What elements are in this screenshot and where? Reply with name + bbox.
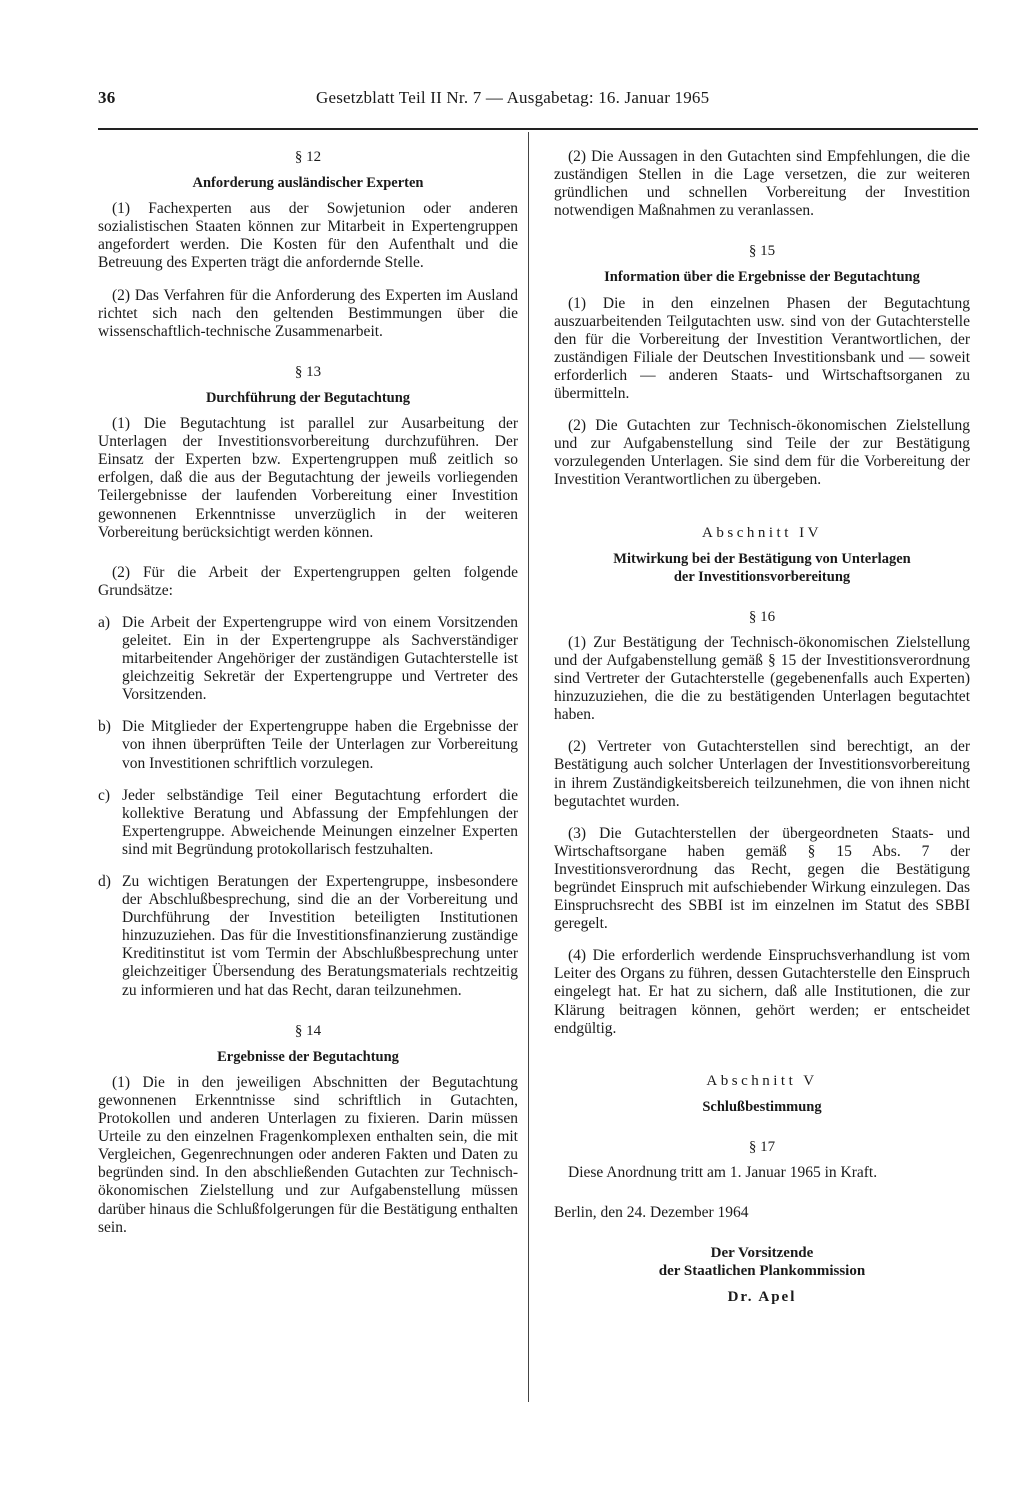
place-date: Berlin, den 24. Dezember 1964: [554, 1204, 749, 1222]
right-column: [554, 148, 970, 1307]
section-13-para-1: (1) Die Begutachtung ist parallel zur Ausarbeitung der Unterlagen der Investitionsvorbereitung durchzuführen. Der Einsatz der Experten bzw. Expertengruppen muß zeitlich so erfolgen, daß die aus der Begutachtung der jeweils vorliegenden Teilergebnisse der laufenden Vorbereitung einer Investition gewonnenen Erkenntnisse unverzüglich in der weiteren Vorbereitung berücksichtigt werden können.: [98, 415, 518, 541]
abschnitt-4-title-line-2: der Investitionsvorbereitung: [673, 568, 851, 585]
left-column: [98, 148, 518, 1237]
list-item-text: Zu wichtigen Beratungen der Expertengruppe, insbesondere der Abschlußbesprechung, sind die an der Vorbereitung und Durchführung der Investition beteiligten Institutionen hinzuzuziehen. Das für die Investitionsfinanzierung zuständige Kreditinstitut ist vom Termin der Abschlußbesprechung unter gleichzeitiger Übersendung des Beratungsmaterials rechtzeitig zu informieren und hat das Recht, daran teilzunehmen.: [122, 873, 518, 999]
page-number: 36: [98, 88, 116, 107]
list-item-label: c): [98, 786, 111, 804]
column-divider: [528, 132, 529, 1402]
section-14-title: Ergebnisse der Begutachtung: [217, 1048, 399, 1065]
section-14-para-2: (2) Die Aussagen in den Gutachten sind Empfehlungen, die die zuständigen Stellen in die Lage versetzen, die zur weiteren gründlichen und schnellen Vorbereitung der Investition notwendigen Maßnahmen zu veranlassen.: [554, 148, 970, 220]
header-title: Gesetzblatt Teil II Nr. 7 — Ausgabetag: 16. Januar 1965: [316, 88, 710, 107]
list-item-label: a): [98, 613, 111, 631]
abschnitt-4-label: Abschnitt IV: [702, 524, 822, 541]
section-13-title: Durchführung der Begutachtung: [205, 389, 411, 406]
list-item-label: b): [98, 718, 111, 736]
list-item: [98, 614, 518, 704]
list-item: [98, 873, 518, 1000]
list-item: [98, 787, 518, 859]
page-header: [98, 88, 978, 114]
section-17-number: § 17: [748, 1138, 776, 1155]
section-17-para-1: Diese Anordnung tritt am 1. Januar 1965 in Kraft.: [568, 1164, 878, 1182]
section-14-number: § 14: [294, 1022, 322, 1039]
section-12-number: § 12: [294, 149, 322, 165]
abschnitt-4-title-line-1: Mitwirkung bei der Bestätigung von Unterlagen: [613, 550, 911, 567]
list-item: [98, 718, 518, 772]
list-item-text: Jeder selbständige Teil einer Begutachtung erfordert die kollektive Beratung und Abfassung der Empfehlungen der Expertengruppe. Abweichende Meinungen einzelner Experten sind mit Begründung protokollarisch festzuhalten.: [122, 786, 518, 858]
signature-line-2: der Staatlichen Plankommission: [658, 1263, 866, 1280]
abschnitt-5-title: Schlußbestimmung: [702, 1098, 822, 1115]
section-15-para-2: (2) Die Gutachten zur Technisch-ökonomischen Zielstellung und zur Aufgabenstellung sind Teile der zur Bestätigung vorzulegenden Unterlagen. Sie sind dem für die Vorbereitung der Investition Verantwortlichen zu übergeben.: [554, 417, 970, 489]
section-16-para-2: (2) Vertreter von Gutachterstellen sind berechtigt, an der Bestätigung auch solcher Unterlagen der Investitionsvorbereitung in ihrem Zuständigkeitsbereich teilzunehmen, die von ihnen nicht begutachtet wurden.: [554, 738, 970, 810]
section-15-number: § 15: [748, 243, 776, 260]
section-16-para-1: (1) Zur Bestätigung der Technisch-ökonomischen Zielstellung und der Aufgabenstellung gemäß § 15 der Investitionsverordnung sind Vertreter der Gutachterstelle (gegebenenfalls auch Experten) hinzuzuziehen, die die zu bestätigenden Unterlagen begutachtet haben.: [554, 633, 970, 724]
section-15-para-1: (1) Die in den einzelnen Phasen der Begutachtung auszuarbeitenden Teilgutachten usw. sind von der Gutachterstelle den für die Vorbereitung der Investition Verantwortlichen, der zuständigen Filiale der Deutschen Investitionsbank und — soweit erforderlich — anderen Staats- und Wirtschaftsorganen zu übermitteln.: [554, 294, 970, 403]
signature-name: Dr. Apel: [727, 1289, 797, 1306]
list-item-text: Die Arbeit der Expertengruppe wird von einem Vorsitzenden geleitet. Ein in der Expertengruppe als Sachverständiger mitarbeitender Angehöriger der zuständigen Gutachterstelle ist gleichzeitig Sekretär der Expertengruppe und Vertreter des Vorsitzenden.: [122, 613, 518, 704]
section-13-para-2: (2) Für die Arbeit der Expertengruppen gelten folgende Grundsätze:: [98, 563, 518, 599]
section-12-para-2: (2) Das Verfahren für die Anforderung des Experten im Ausland richtet sich nach den geltenden Bestimmungen über die wissenschaftlich-technische Zusammenarbeit.: [98, 286, 518, 340]
header-rule: [98, 128, 978, 130]
section-14-para-1: (1) Die in den jeweiligen Abschnitten der Begutachtung gewonnenen Erkenntnisse sind schriftlich in Gutachten, Protokollen und anderen Unterlagen zu fixieren. Darin müssen Urteile zu den einzelnen Fragenkomplexen enthalten sein, die mit Vergleichen, Gegenrechnungen oder anderen Fakten und Daten zu begründen sind. In den abschließenden Gutachten zur Technisch-ökonomischen Zielstellung und zur Aufgabenstellung müssen darüber hinaus die Schlußfolgerungen für die Bestätigung enthalten sein.: [98, 1073, 518, 1236]
signature-line-1: Der Vorsitzende: [710, 1245, 814, 1262]
section-16-para-4: (4) Die erforderlich werdende Einspruchsverhandlung ist vom Leiter des Organs zu führen, dessen Gutachterstelle den Einspruch eingelegt hat. Er hat zu sichern, daß alle Institutionen, die zur Klärung beitragen können, gehört werden; er entscheidet endgültig.: [554, 947, 970, 1037]
abschnitt-5-label: Abschnitt V: [706, 1072, 818, 1089]
section-16-para-3: (3) Die Gutachterstellen der übergeordneten Staats- und Wirtschaftsorgane haben gemäß § 15 Abs. 7 der Investitionsverordnung das Recht, gegen die Bestätigung begründet Einspruch mit aufschiebender Wirkung einzulegen. Das Einspruchsrecht des SBBI ist im einzelnen im Statut des SBBI geregelt.: [554, 824, 970, 933]
section-15-title: Information über die Ergebnisse der Begutachtung: [604, 269, 920, 286]
section-13-number: § 13: [294, 363, 322, 380]
list-item-label: d): [98, 873, 111, 890]
section-16-number: § 16: [748, 608, 776, 625]
section-12-title: Anforderung ausländischer Experten: [192, 175, 424, 192]
section-12-para-1: (1) Fachexperten aus der Sowjetunion oder anderen sozialistischen Staaten können zur Mitarbeit in Expertengruppen angefordert werden. Die Kosten für den Aufenthalt und die Betreuung des Experten trägt die anfordernde Stelle.: [98, 200, 518, 272]
list-item-text: Die Mitglieder der Expertengruppe haben die Ergebnisse der von ihnen überprüften Teile der Unterlagen zur Vorbereitung von Investitionen schriftlich vorzulegen.: [122, 718, 518, 772]
